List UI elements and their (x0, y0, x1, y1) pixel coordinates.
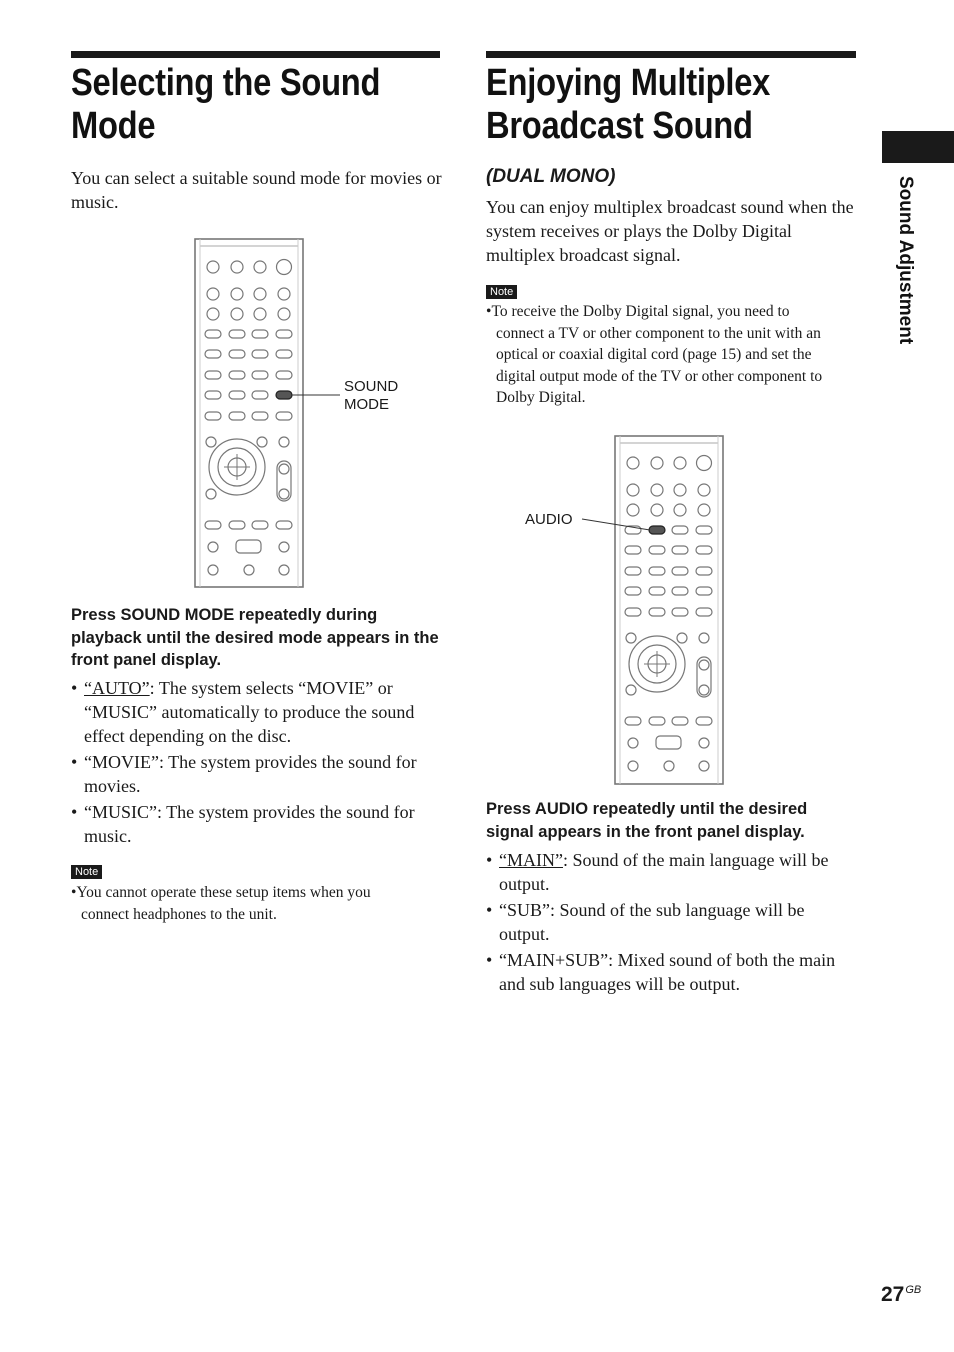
list-item-text: : Sound of the main language will be output. (499, 850, 829, 894)
list-item (71, 676, 443, 748)
note-line: • You cannot operate these setup items when you (71, 882, 451, 904)
page-number-suffix: GB (905, 1284, 922, 1296)
list-item-term: “MAIN” (499, 850, 563, 870)
callout-line-1: SOUND (344, 378, 399, 395)
left-intro: You can select a suitable sound mode for movies or music. (71, 168, 442, 212)
audio-callout-label: AUDIO (525, 511, 573, 528)
list-item (71, 800, 443, 848)
left-title-line-1: Selecting the Sound (71, 62, 381, 104)
list-item-text: “SUB”: Sound of the sub language will be output. (499, 900, 805, 944)
note-line: Dolby Digital. (496, 389, 586, 406)
right-subtitle: (DUAL MONO) (486, 166, 616, 187)
sound-mode-button-highlight (276, 391, 292, 399)
note-line: digital output mode of the TV or other component to (496, 367, 823, 385)
list-item-text: “MOVIE”: The system provides the sound for movies. (84, 752, 417, 796)
right-note-text (486, 301, 876, 409)
note-line: optical or coaxial digital cord (page 15) and set the (496, 346, 812, 363)
sound-mode-callout-label (344, 378, 398, 414)
note-line: connect headphones to the unit. (81, 905, 277, 923)
list-item-text: : The system selects “MOVIE” or “MUSIC” automatically to produce the sound effect depending on the disc. (84, 678, 415, 746)
right-intro: You can enjoy multiplex broadcast sound when the system receives or plays the Dolby Digital multiplex broadcast signal. (486, 197, 854, 265)
right-audio-signal-list (486, 848, 858, 998)
left-page-title (71, 62, 449, 148)
left-title-rule (71, 51, 440, 58)
list-item (486, 948, 858, 996)
right-title-line-2: Broadcast Sound (486, 105, 753, 147)
left-note-text (71, 882, 451, 925)
left-note-badge: Note (71, 865, 102, 879)
note-line: connect a TV or other component to the unit with an (496, 324, 821, 342)
list-item (71, 750, 443, 798)
right-title-rule (486, 51, 856, 58)
list-item (486, 848, 858, 896)
list-item-text: “MAIN+SUB”: Mixed sound of both the main and sub languages will be output. (499, 950, 836, 994)
left-sound-mode-list (71, 676, 443, 850)
audio-button-highlight (649, 526, 665, 534)
list-item (486, 898, 858, 946)
note-line: • To receive the Dolby Digital signal, you need to (486, 301, 876, 323)
section-tab-marker (882, 131, 954, 163)
remote-control-illustration-left (194, 238, 306, 588)
page-number (881, 1283, 921, 1307)
left-title-line-2: Mode (71, 105, 156, 147)
remote-control-illustration-right (614, 435, 726, 785)
right-title-line-1: Enjoying Multiplex (486, 62, 771, 104)
section-tab-label: Sound Adjustment (895, 176, 916, 345)
right-instruction: Press AUDIO repeatedly until the desired signal appears in the front panel display. (486, 800, 808, 841)
left-instruction: Press SOUND MODE repeatedly during playback until the desired mode appears in the front panel display. (71, 606, 439, 669)
callout-line-2: MODE (344, 396, 389, 413)
right-page-title (486, 62, 864, 148)
list-item-text: “MUSIC”: The system provides the sound for music. (84, 802, 415, 846)
list-item-term: “AUTO” (84, 678, 150, 698)
page-number-value: 27 (881, 1283, 905, 1306)
right-note-badge: Note (486, 285, 517, 299)
